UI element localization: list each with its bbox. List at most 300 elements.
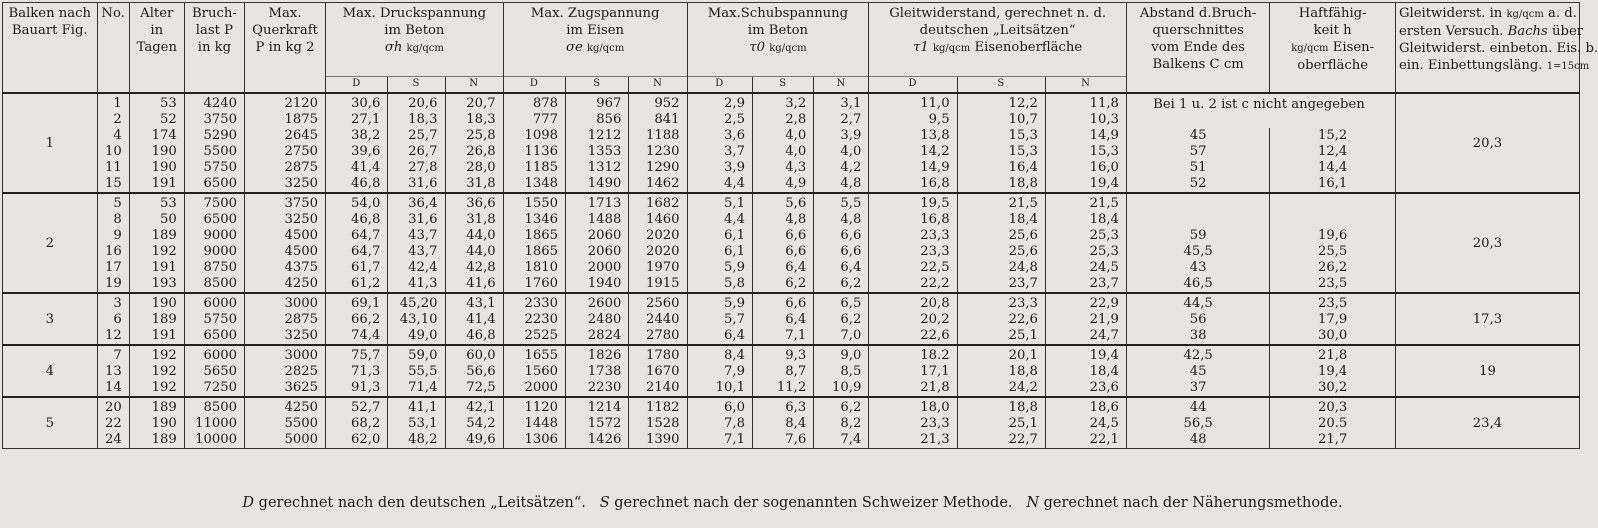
cell-no: 6 (97, 312, 129, 328)
cell-haft: 20.5 (1270, 416, 1396, 432)
cell-bruchlast: 8500 (184, 276, 244, 293)
cell-abstand (1126, 212, 1269, 228)
cell-schub-s: 4,8 (753, 212, 814, 228)
cell-zug-s: 1488 (566, 212, 629, 228)
cell-bach: 23,4 (1395, 397, 1579, 449)
cell-druck-n: 41,4 (445, 312, 503, 328)
cell-zug-d: 777 (503, 112, 565, 128)
table-row (3, 144, 1580, 160)
cell-gleit-s: 25,6 (957, 228, 1045, 244)
cell-schub-s: 6,6 (753, 228, 814, 244)
cell-haft: 14,4 (1270, 160, 1396, 176)
cell-druck-s: 31,6 (388, 212, 445, 228)
cell-schub-d: 2,5 (687, 112, 752, 128)
cell-gleit-s: 25,6 (957, 244, 1045, 260)
cell-gleit-n: 19,4 (1045, 176, 1126, 193)
cell-schub-s: 6,4 (753, 260, 814, 276)
cell-gleit-n: 24,5 (1045, 260, 1126, 276)
cell-gleit-d: 22,2 (869, 276, 957, 293)
cell-alter: 191 (129, 260, 184, 276)
cell-gleit-s: 23,7 (957, 276, 1045, 293)
cell-druck-s: 43,7 (388, 228, 445, 244)
cell-schub-n: 3,1 (814, 93, 869, 112)
cell-haft: 19,4 (1270, 364, 1396, 380)
cell-gleit-n: 11,8 (1045, 93, 1126, 112)
cell-zug-n: 1390 (629, 432, 687, 449)
cell-druck-n: 26,8 (445, 144, 503, 160)
cell-zug-d: 1865 (503, 228, 565, 244)
cell-schub-n: 7,4 (814, 432, 869, 449)
cell-druck-n: 46,8 (445, 328, 503, 345)
cell-haft: 23,5 (1270, 276, 1396, 293)
cell-no: 12 (97, 328, 129, 345)
cell-querkraft: 2750 (245, 144, 326, 160)
cell-querkraft: 3250 (245, 176, 326, 193)
cell-no: 22 (97, 416, 129, 432)
table-row (3, 176, 1580, 193)
col-haftfaehigkeit: Haftfähig- keit h kg/qcm Eisen- oberfläche (1270, 3, 1396, 93)
cell-bruchlast: 6000 (184, 345, 244, 364)
sub-s: S (957, 77, 1045, 93)
cell-schub-n: 4,0 (814, 144, 869, 160)
cell-schub-s: 4,0 (753, 144, 814, 160)
cell-zug-d: 1550 (503, 193, 565, 212)
cell-gleit-d: 9,5 (869, 112, 957, 128)
cell-zug-n: 2020 (629, 228, 687, 244)
cell-zug-d: 1346 (503, 212, 565, 228)
cell-schub-n: 4,8 (814, 212, 869, 228)
cell-druck-d: 30,6 (326, 93, 388, 112)
cell-druck-d: 62,0 (326, 432, 388, 449)
cell-zug-n: 1682 (629, 193, 687, 212)
cell-fig: 1 (3, 93, 98, 193)
cell-gleit-d: 22,6 (869, 328, 957, 345)
cell-gleit-d: 16,8 (869, 212, 957, 228)
cell-zug-n: 2560 (629, 293, 687, 312)
cell-gleit-s: 24,8 (957, 260, 1045, 276)
cell-haft (1270, 193, 1396, 212)
cell-bruchlast: 7250 (184, 380, 244, 397)
cell-querkraft: 2875 (245, 312, 326, 328)
cell-no: 14 (97, 380, 129, 397)
cell-querkraft: 3750 (245, 193, 326, 212)
cell-zug-d: 1136 (503, 144, 565, 160)
cell-querkraft: 4250 (245, 276, 326, 293)
cell-zug-s: 967 (566, 93, 629, 112)
cell-schub-n: 8,2 (814, 416, 869, 432)
table-row (3, 93, 1580, 112)
cell-zug-s: 1214 (566, 397, 629, 416)
cell-druck-n: 31,8 (445, 176, 503, 193)
cell-schub-d: 4,4 (687, 176, 752, 193)
cell-druck-d: 71,3 (326, 364, 388, 380)
cell-zug-d: 2525 (503, 328, 565, 345)
cell-abstand-note: Bei 1 u. 2 ist c nicht angegeben (1126, 93, 1395, 128)
cell-schub-d: 7,8 (687, 416, 752, 432)
cell-no: 8 (97, 212, 129, 228)
cell-druck-d: 91,3 (326, 380, 388, 397)
cell-alter: 189 (129, 397, 184, 416)
cell-schub-d: 10,1 (687, 380, 752, 397)
cell-haft: 12,4 (1270, 144, 1396, 160)
footnote (0, 495, 1585, 511)
cell-fig: 2 (3, 193, 98, 293)
cell-zug-n: 1230 (629, 144, 687, 160)
cell-querkraft: 1875 (245, 112, 326, 128)
cell-bruchlast: 4240 (184, 93, 244, 112)
cell-no: 4 (97, 128, 129, 144)
cell-gleit-n: 18,6 (1045, 397, 1126, 416)
cell-no: 11 (97, 160, 129, 176)
cell-druck-s: 43,7 (388, 244, 445, 260)
cell-druck-d: 61,2 (326, 276, 388, 293)
cell-alter: 190 (129, 293, 184, 312)
cell-zug-s: 1212 (566, 128, 629, 144)
cell-zug-s: 1738 (566, 364, 629, 380)
cell-gleit-s: 12,2 (957, 93, 1045, 112)
table-row (3, 432, 1580, 449)
cell-druck-d: 52,7 (326, 397, 388, 416)
cell-haft: 21,7 (1270, 432, 1396, 449)
cell-zug-s: 2600 (566, 293, 629, 312)
cell-haft: 15,2 (1270, 128, 1396, 144)
cell-schub-s: 4,3 (753, 160, 814, 176)
cell-abstand: 59 (1126, 228, 1269, 244)
cell-alter: 190 (129, 160, 184, 176)
cell-bruchlast: 5650 (184, 364, 244, 380)
cell-bruchlast: 9000 (184, 244, 244, 260)
cell-gleit-s: 18,8 (957, 176, 1045, 193)
table-row (3, 160, 1580, 176)
cell-haft: 30,0 (1270, 328, 1396, 345)
cell-zug-n: 2140 (629, 380, 687, 397)
cell-zug-n: 1970 (629, 260, 687, 276)
cell-querkraft: 2825 (245, 364, 326, 380)
cell-schub-n: 6,2 (814, 276, 869, 293)
cell-gleit-d: 21,3 (869, 432, 957, 449)
cell-gleit-n: 21,9 (1045, 312, 1126, 328)
table-row (3, 328, 1580, 345)
cell-fig: 5 (3, 397, 98, 449)
table-row (3, 293, 1580, 312)
cell-zug-s: 1312 (566, 160, 629, 176)
cell-schub-s: 4,9 (753, 176, 814, 193)
cell-zug-d: 1865 (503, 244, 565, 260)
cell-schub-d: 8,4 (687, 345, 752, 364)
cell-alter: 193 (129, 276, 184, 293)
cell-gleit-s: 10,7 (957, 112, 1045, 128)
cell-no: 24 (97, 432, 129, 449)
cell-bruchlast: 9000 (184, 228, 244, 244)
sub-n: N (629, 77, 687, 93)
cell-schub-d: 3,6 (687, 128, 752, 144)
sub-s: S (388, 77, 445, 93)
col-no: No. (97, 3, 129, 93)
cell-druck-d: 39,6 (326, 144, 388, 160)
cell-no: 10 (97, 144, 129, 160)
cell-druck-s: 25,7 (388, 128, 445, 144)
cell-bruchlast: 5750 (184, 160, 244, 176)
cell-bach: 19 (1395, 345, 1579, 397)
cell-bruchlast: 6500 (184, 212, 244, 228)
cell-gleit-n: 10,3 (1045, 112, 1126, 128)
cell-no: 3 (97, 293, 129, 312)
cell-gleit-s: 21,5 (957, 193, 1045, 212)
cell-gleit-n: 25,3 (1045, 228, 1126, 244)
cell-schub-s: 11,2 (753, 380, 814, 397)
cell-alter: 53 (129, 93, 184, 112)
cell-gleit-n: 18,4 (1045, 212, 1126, 228)
footnote-d-text: gerechnet nach den deutschen „Leitsätzen“. (258, 495, 586, 511)
cell-zug-s: 1353 (566, 144, 629, 160)
cell-bruchlast: 11000 (184, 416, 244, 432)
cell-druck-d: 66,2 (326, 312, 388, 328)
cell-zug-s: 2230 (566, 380, 629, 397)
cell-zug-d: 1760 (503, 276, 565, 293)
cell-zug-d: 2330 (503, 293, 565, 312)
cell-zug-s: 2000 (566, 260, 629, 276)
col-bach: Gleitwiderst. in kg/qcm a. d. ersten Versuch. Bachs über Gleitwiderst. einbeton. Eis. b. ein. Einbettungsläng. 1=15cm (1395, 3, 1579, 93)
table-row (3, 193, 1580, 212)
cell-druck-d: 54,0 (326, 193, 388, 212)
cell-bach: 20,3 (1395, 93, 1579, 193)
cell-alter: 192 (129, 244, 184, 260)
cell-no: 2 (97, 112, 129, 128)
cell-bruchlast: 5290 (184, 128, 244, 144)
cell-abstand: 37 (1126, 380, 1269, 397)
cell-gleit-s: 24,2 (957, 380, 1045, 397)
cell-fig: 3 (3, 293, 98, 345)
table-row (3, 260, 1580, 276)
cell-zug-n: 1188 (629, 128, 687, 144)
cell-querkraft: 4500 (245, 228, 326, 244)
cell-gleit-s: 18,4 (957, 212, 1045, 228)
cell-druck-n: 72,5 (445, 380, 503, 397)
cell-abstand: 56 (1126, 312, 1269, 328)
cell-gleit-s: 16,4 (957, 160, 1045, 176)
cell-no: 13 (97, 364, 129, 380)
cell-druck-d: 46,8 (326, 176, 388, 193)
cell-schub-d: 6,1 (687, 228, 752, 244)
cell-zug-s: 1572 (566, 416, 629, 432)
cell-druck-d: 75,7 (326, 345, 388, 364)
cell-querkraft: 2120 (245, 93, 326, 112)
cell-bruchlast: 3750 (184, 112, 244, 128)
sub-d: D (326, 77, 388, 93)
cell-gleit-d: 20,2 (869, 312, 957, 328)
sub-s: S (566, 77, 629, 93)
table-header (3, 3, 1598, 93)
results-table (2, 2, 1598, 449)
col-querkraft: Max. Querkraft P in kg 2 (245, 3, 326, 93)
cell-druck-s: 45,20 (388, 293, 445, 312)
cell-alter: 192 (129, 380, 184, 397)
cell-zug-d: 1098 (503, 128, 565, 144)
cell-alter: 189 (129, 228, 184, 244)
cell-druck-s: 26,7 (388, 144, 445, 160)
cell-schub-d: 5,9 (687, 293, 752, 312)
cell-gleit-d: 21,8 (869, 380, 957, 397)
cell-zug-n: 952 (629, 93, 687, 112)
cell-haft: 30,2 (1270, 380, 1396, 397)
col-alter: Alter in Tagen (129, 3, 184, 93)
cell-zug-s: 1826 (566, 345, 629, 364)
cell-gleit-n: 21,5 (1045, 193, 1126, 212)
cell-no: 16 (97, 244, 129, 260)
cell-druck-s: 59,0 (388, 345, 445, 364)
cell-schub-s: 4,0 (753, 128, 814, 144)
cell-druck-d: 27,1 (326, 112, 388, 128)
cell-schub-d: 6,4 (687, 328, 752, 345)
cell-zug-d: 1655 (503, 345, 565, 364)
cell-haft: 19,6 (1270, 228, 1396, 244)
cell-schub-d: 3,7 (687, 144, 752, 160)
cell-druck-n: 18,3 (445, 112, 503, 128)
cell-gleit-d: 11,0 (869, 93, 957, 112)
cell-gleit-s: 20,1 (957, 345, 1045, 364)
table-row (3, 345, 1580, 364)
cell-querkraft: 3250 (245, 328, 326, 345)
cell-schub-s: 3,2 (753, 93, 814, 112)
cell-fig: 4 (3, 345, 98, 397)
cell-druck-n: 41,6 (445, 276, 503, 293)
cell-schub-n: 9,0 (814, 345, 869, 364)
table-row (3, 276, 1580, 293)
cell-abstand: 45,5 (1126, 244, 1269, 260)
cell-schub-n: 4,2 (814, 160, 869, 176)
cell-haft: 17,9 (1270, 312, 1396, 328)
cell-gleit-n: 25,3 (1045, 244, 1126, 260)
cell-druck-n: 36,6 (445, 193, 503, 212)
col-bruchlast: Bruch- last P in kg (184, 3, 244, 93)
cell-schub-n: 7,0 (814, 328, 869, 345)
cell-haft (1270, 212, 1396, 228)
cell-gleit-s: 25,1 (957, 416, 1045, 432)
cell-schub-n: 10,9 (814, 380, 869, 397)
sub-d: D (503, 77, 565, 93)
cell-gleit-n: 18,4 (1045, 364, 1126, 380)
cell-gleit-n: 15,3 (1045, 144, 1126, 160)
cell-zug-d: 2230 (503, 312, 565, 328)
cell-zug-s: 2060 (566, 228, 629, 244)
cell-abstand: 42,5 (1126, 345, 1269, 364)
cell-bruchlast: 8500 (184, 397, 244, 416)
cell-zug-d: 2000 (503, 380, 565, 397)
cell-druck-s: 27,8 (388, 160, 445, 176)
cell-gleit-d: 22,5 (869, 260, 957, 276)
cell-zug-s: 2824 (566, 328, 629, 345)
cell-druck-d: 74,4 (326, 328, 388, 345)
cell-druck-n: 28,0 (445, 160, 503, 176)
cell-gleit-s: 15,3 (957, 128, 1045, 144)
cell-bruchlast: 5750 (184, 312, 244, 328)
cell-druck-s: 53,1 (388, 416, 445, 432)
cell-druck-n: 54,2 (445, 416, 503, 432)
cell-no: 9 (97, 228, 129, 244)
cell-schub-s: 6,6 (753, 244, 814, 260)
cell-druck-n: 25,8 (445, 128, 503, 144)
cell-schub-d: 4,4 (687, 212, 752, 228)
table-row (3, 364, 1580, 380)
cell-zug-n: 2020 (629, 244, 687, 260)
cell-gleit-n: 22,1 (1045, 432, 1126, 449)
cell-zug-s: 1940 (566, 276, 629, 293)
cell-bruchlast: 7500 (184, 193, 244, 212)
cell-schub-d: 3,9 (687, 160, 752, 176)
cell-gleit-n: 16,0 (1045, 160, 1126, 176)
cell-schub-d: 7,1 (687, 432, 752, 449)
cell-schub-s: 7,6 (753, 432, 814, 449)
cell-schub-d: 2,9 (687, 93, 752, 112)
cell-druck-s: 55,5 (388, 364, 445, 380)
cell-alter: 191 (129, 176, 184, 193)
cell-schub-n: 8,5 (814, 364, 869, 380)
cell-druck-d: 69,1 (326, 293, 388, 312)
cell-schub-s: 9,3 (753, 345, 814, 364)
cell-schub-d: 5,1 (687, 193, 752, 212)
cell-alter: 174 (129, 128, 184, 144)
cell-druck-d: 61,7 (326, 260, 388, 276)
cell-zug-n: 1780 (629, 345, 687, 364)
cell-druck-n: 49,6 (445, 432, 503, 449)
cell-druck-s: 71,4 (388, 380, 445, 397)
sub-d: D (687, 77, 752, 93)
cell-gleit-s: 18,8 (957, 364, 1045, 380)
cell-no: 7 (97, 345, 129, 364)
cell-gleit-d: 23,3 (869, 244, 957, 260)
table-row (3, 228, 1580, 244)
cell-gleit-n: 24,5 (1045, 416, 1126, 432)
cell-zug-n: 2440 (629, 312, 687, 328)
cell-abstand: 48 (1126, 432, 1269, 449)
cell-querkraft: 4375 (245, 260, 326, 276)
cell-alter: 192 (129, 364, 184, 380)
cell-druck-n: 44,0 (445, 228, 503, 244)
table-body (3, 93, 1580, 449)
table-row (3, 416, 1580, 432)
sub-d: D (869, 77, 957, 93)
cell-schub-n: 6,5 (814, 293, 869, 312)
cell-druck-d: 64,7 (326, 244, 388, 260)
col-balken: Balken nach Bauart Fig. (3, 3, 98, 93)
cell-gleit-n: 23,6 (1045, 380, 1126, 397)
cell-gleit-n: 24,7 (1045, 328, 1126, 345)
cell-druck-n: 43,1 (445, 293, 503, 312)
cell-abstand: 44,5 (1126, 293, 1269, 312)
cell-druck-s: 42,4 (388, 260, 445, 276)
cell-querkraft: 5000 (245, 432, 326, 449)
cell-bruchlast: 6500 (184, 328, 244, 345)
cell-druck-d: 38,2 (326, 128, 388, 144)
footnote-s: S (599, 495, 610, 511)
cell-zug-n: 1460 (629, 212, 687, 228)
cell-haft: 26,2 (1270, 260, 1396, 276)
cell-alter: 50 (129, 212, 184, 228)
cell-schub-s: 8,7 (753, 364, 814, 380)
cell-druck-n: 56,6 (445, 364, 503, 380)
cell-querkraft: 4500 (245, 244, 326, 260)
table-row (3, 244, 1580, 260)
cell-zug-d: 1306 (503, 432, 565, 449)
cell-schub-n: 4,8 (814, 176, 869, 193)
cell-zug-d: 1120 (503, 397, 565, 416)
cell-alter: 53 (129, 193, 184, 212)
cell-bruchlast: 6000 (184, 293, 244, 312)
cell-druck-d: 41,4 (326, 160, 388, 176)
cell-schub-s: 6,6 (753, 293, 814, 312)
cell-zug-n: 1462 (629, 176, 687, 193)
cell-druck-s: 48,2 (388, 432, 445, 449)
